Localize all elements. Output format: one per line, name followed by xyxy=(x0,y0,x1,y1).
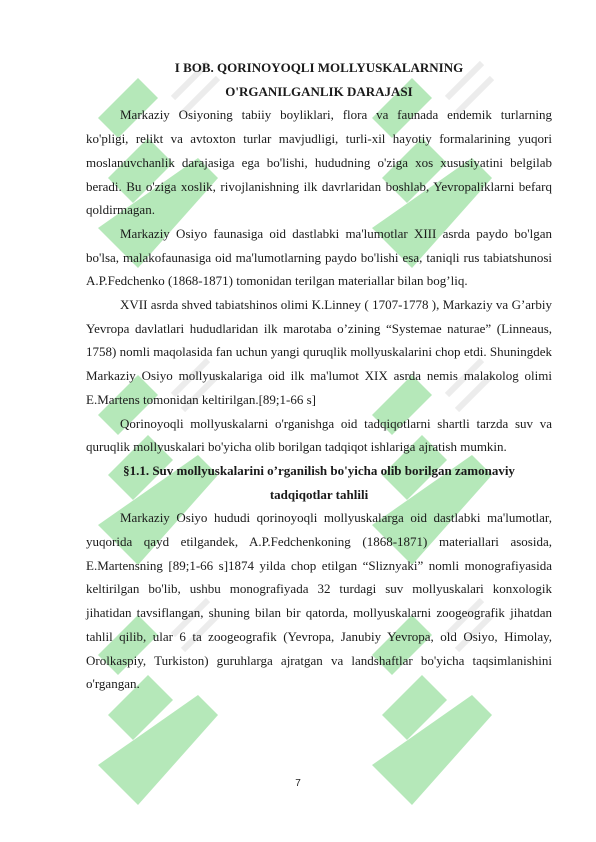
paragraph-3: XVII asrda shved tabiatshinos olimi K.Linney ( 1707-1778 ), Markaziy va G’arbiy Yevropa davlatlari hududlaridan ilk marotaba o’zining “Systemae naturae” (Linneaus, 1758) nomli maqolasida fan uchun yangi quruqlik mollyuskalarini chop etdi. Shuningdek Markaziy Osiyo mollyuskalariga oid ilk ma'lumot XIX asrda nemis malakolog olimi E.Martens tomonidan keltirilgan.[89;1-66 s] xyxy=(86,297,552,407)
document-body xyxy=(86,56,552,696)
section-title-line2: tadqiqotlar tahlili xyxy=(269,486,369,502)
paragraph-1: Markaziy Osiyoning tabiiy boyliklari, flora va faunada endemik turlarning ko'pligi, relikt va avtoxton turlar mavjudligi, turli-xil hayotiy formalarining yuqori moslanuvchanlik darajasiga ega bo'lishi, hududning o'ziga xos xususiyatini belgilab beradi. Bu o'ziga xoslik, rivojlanishning ilk davrlaridan boshlab, Yevropaliklarni befarq qoldirmagan. xyxy=(86,107,552,218)
section-title xyxy=(86,459,552,506)
chapter-title-line1: I BOB. QORINOYOQLI MOLLYUSKALARNING xyxy=(174,60,464,75)
section-title-line1: §1.1. Suv mollyuskalarini o’rganilish bo'yicha olib borilgan zamonaviy xyxy=(123,462,515,478)
section-paragraph: Markaziy Osiyo hududi qorinoyoqli mollyuskalarga oid dastlabki ma'lumotlar, yuqorida qayd etilgandek, A.P.Fedchenkoning (1868-1871) materiallari asosida, E.Martensning [89;1-66 s]1874 yilda chop etilgan “Sliznyaki” nomli monografiyasida keltirilgan bo'lib, ushbu monografiyada 32 turdagi suv mollyuskalari konxologik jihatidan tavsiflangan, shuning bilan bir qatorda, mollyuskalarni zoogeografik jihatdan tahlil qilib, ular 6 ta zoogeografik (Yevropa, Janubiy Yevropa, old Osiyo, Himolay, Orolkaspiy, Turkiston) guruhlarga ajratgan va landshaftlar bo'yicha taqsimlanishini o'rgangan. xyxy=(86,510,552,692)
chapter-title xyxy=(86,56,552,103)
paragraph-4: Qorinoyoqli mollyuskalarni o'rganishga oid tadqiqotlarni shartli tarzda suv va quruqlik mollyuskalari bo'yicha olib borilgan tadqiqot ishlariga ajratish mumkin. xyxy=(86,415,552,455)
paragraph-2: Markaziy Osiyo faunasiga oid dastlabki ma'lumotlar XIII asrda paydo bo'lgan bo'lsa, malakofaunasiga oid ma'lumotlarning paydo bo'lishi esa, taniqli rus tabiatshunosi A.P.Fedchenko (1868-1871) tomonidan terilgan materiallar bilan bog’liq. xyxy=(86,225,552,289)
chapter-title-line2: O'RGANILGANLIK DARAJASI xyxy=(225,83,413,99)
page-number: 7 xyxy=(295,778,301,789)
